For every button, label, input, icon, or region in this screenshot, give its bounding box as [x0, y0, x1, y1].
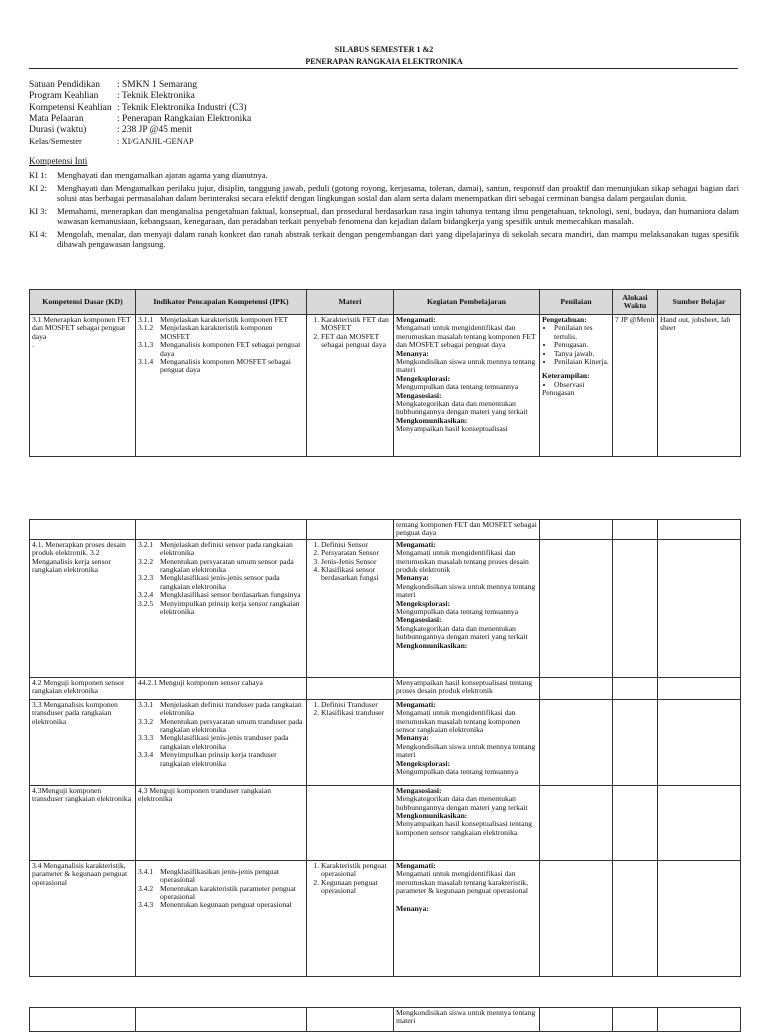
- activity-text: Mengumpulkan data tentang temuannya: [396, 767, 519, 777]
- info-value: : Teknik Elektronika Industri (C3): [117, 102, 247, 113]
- table-row: [30, 699, 741, 785]
- ki-item: [29, 183, 739, 204]
- ki-code: KI 2:: [29, 182, 47, 193]
- document-title: SILABUS SEMESTER 1 &2: [334, 45, 434, 54]
- ipk-text: Menjelaskan karakteristik komponen MOSFET: [160, 323, 273, 341]
- ipk-text: Menganalisis komponen FET sebagai penguat daya: [160, 340, 301, 358]
- kegiatan-cell: tentang komponen FET dan MOSFET sebagai penguat daya: [394, 520, 540, 540]
- ipk-text: Menentukan persyaratan umum sensor pada rangkaian elektronika: [160, 556, 294, 575]
- ipk-text: Menentukan karakteristik parameter penguat operasional: [160, 883, 296, 902]
- activity-heading: Mengamati:: [396, 315, 436, 324]
- document-subtitle: PENERAPAN RANGKAIA ELEKTRONIKA: [305, 57, 463, 66]
- penilaian-cell: [540, 520, 613, 540]
- penilaian-cell: [540, 677, 613, 699]
- info-value: : 238 JP @45 menit: [117, 125, 192, 136]
- ipk-number: 3.3.2: [138, 716, 154, 726]
- activity-text: Mengamati untuk mengidentifikasi dan merumuskan masalah tentang komponen sensor rangkaian elektronika: [396, 708, 521, 735]
- materi-cell: [307, 1008, 394, 1032]
- ipk-item: [138, 574, 304, 591]
- info-label: Durasi (waktu): [29, 125, 87, 136]
- penilaian-cell: [540, 315, 613, 457]
- assessment-item: • Penugasan.: [554, 341, 610, 349]
- materi-cell: [307, 539, 394, 677]
- ipk-number: 3.4.2: [138, 883, 154, 893]
- activity-text: Menyampaikan hasil konseptualisasi: [396, 424, 508, 434]
- table-row: [30, 1008, 741, 1032]
- alokasi-cell: 7 JP @Menit: [613, 315, 658, 457]
- alokasi-cell: [613, 785, 658, 860]
- ipk-text: Mengklasifikasi jenis-jenis tranduser pada rangkaian elektronika: [160, 733, 289, 751]
- sumber-cell: [658, 785, 741, 860]
- table-row: [30, 785, 741, 860]
- ipk-number: 3.3.3: [138, 733, 154, 743]
- materi-item: 1. Definisi Sensor: [321, 541, 391, 549]
- ipk-item: [138, 868, 304, 885]
- syllabus-table-next-page: [29, 1007, 741, 1032]
- assessment-item: Penugasan: [542, 388, 575, 398]
- kd-cell: [30, 520, 136, 540]
- activity-text: Mengamati untuk mengidentifikasi dan merumuskan masalah tentang proses desain produk elektronik: [396, 548, 529, 575]
- activity-heading: Menanya:: [396, 573, 429, 583]
- activity-heading: Mengasosiasi:: [396, 785, 442, 795]
- kd-cell: 3.4 Menganalisis karakteristik, parameter & kegunaan penguat operasional: [30, 860, 136, 976]
- penilaian-cell: [540, 699, 613, 785]
- ipk-number: 3.1.1: [138, 315, 154, 324]
- materi-item: 2. FET dan MOSFET sebagai penguat daya: [321, 333, 391, 350]
- assessment-item: • Penilaian Kinerja.: [554, 358, 610, 366]
- info-row: [29, 114, 251, 125]
- activity-text: Mengamati untuk mengidentifikasi dan merumuskan masalah tentang komponen FET dan MOSFET sebagai penguat daya: [396, 323, 536, 350]
- ipk-cell: [136, 699, 307, 785]
- activity-heading: Mengeksplorasi:: [396, 598, 450, 608]
- materi-list: [309, 541, 391, 583]
- ipk-number: 3.1.3: [138, 340, 154, 350]
- activity-heading: Mengkomunikasikan:: [396, 640, 468, 650]
- activity-text: Mengkondisikan siswa untuk mennya tentang materi: [396, 741, 536, 760]
- ipk-number: 3.2.4: [138, 590, 154, 600]
- ipk-number: 3.1.4: [138, 357, 154, 367]
- ipk-item: [138, 701, 304, 718]
- materi-item: 4. Klasifikasi sensor berdasarkan fungsi: [321, 566, 391, 583]
- ipk-number: 3.3.1: [138, 699, 154, 709]
- info-label: Kelas/Semester: [29, 136, 82, 147]
- ipk-number: 3.4.3: [138, 900, 154, 910]
- materi-cell: [307, 315, 394, 457]
- ipk-number: 3.3.4: [138, 750, 154, 760]
- materi-item: 3. Jenis-Jenis Sensor: [321, 558, 391, 566]
- ipk-text: Mengklasifikasi sensor berdasarkan fungsinya: [160, 590, 301, 600]
- ipk-item: [138, 751, 304, 768]
- ki-list: [29, 170, 739, 252]
- ipk-item: [138, 358, 304, 375]
- ipk-cell: 44.2.1 Menguji komponen sensor cahaya: [136, 677, 307, 699]
- column-header: Kegiatan Pembelajaran: [394, 290, 540, 315]
- ipk-number: 3.2.1: [138, 539, 154, 549]
- ki-text: Menghayati dan Mengamalkan perilaku jujur, disiplin, tanggung jawab, peduli (gotong royong, kerjasama, toleran, damai), santun, responsif dan proaktif dan menunjukan sikap sebagai bagian dari solusi atas berbagai permasalahan dalam berinteraksi secara efektif dengan lingkungan sosial dan alam serta dalam menempatkan diri sebagai cerminan bangsa dalam pergaulan dunia.: [57, 182, 739, 203]
- kegiatan-cell: [394, 785, 540, 860]
- ipk-text: Menyimpulkan prinsip kerja tranduser rangkaian elektronika: [160, 750, 277, 768]
- materi-cell: [307, 677, 394, 699]
- ipk-item: [138, 558, 304, 575]
- activity-text: Mengkondisikan siswa untuk mennya tentang materi: [396, 581, 536, 600]
- sumber-cell: [658, 699, 741, 785]
- penilaian-cell: [540, 1008, 613, 1032]
- sumber-cell: Hand out, jobsheet, lab sheet: [658, 315, 741, 457]
- assessment-heading: Keterampilan:: [542, 371, 590, 381]
- table-row: [30, 315, 741, 457]
- kd-cell: [30, 315, 136, 457]
- info-row: [29, 103, 251, 114]
- info-row: [29, 136, 251, 147]
- activity-heading: Mengeksplorasi:: [396, 373, 450, 383]
- activity-heading: Mengasosiasi:: [396, 390, 442, 400]
- materi-list: [309, 862, 391, 896]
- info-value: : Teknik Elektronika: [117, 91, 195, 102]
- ki-item: [29, 170, 739, 181]
- column-header: Indikator Pencapaian Kompetensi (IPK): [136, 290, 307, 315]
- ipk-text: Menjelaskan karakteristik komponen FET: [160, 315, 289, 324]
- alokasi-cell: [613, 677, 658, 699]
- ipk-item: [138, 341, 304, 358]
- activity-heading: Mengkomunikasikan:: [396, 415, 468, 425]
- kd-cell: 4.1. Menerapkan proses desain produk elektronik. 3.2 Menganalisis kerja sensor rangkaian elektronika: [30, 539, 136, 677]
- ipk-text: Mengklasifikasikan jenis-jenis penguat operasional: [160, 866, 279, 885]
- materi-cell: [307, 860, 394, 976]
- ipk-text: Menentukan kegunaan penguat operasional: [160, 900, 292, 910]
- column-header: Penilaian: [540, 290, 613, 315]
- ipk-number: 3.4.1: [138, 866, 154, 876]
- kegiatan-cell: Menyampaikan hasil konseptualisasi tentang proses desain produk elektronik: [394, 677, 540, 699]
- assessment-heading: Pengetahuan:: [542, 315, 587, 324]
- assessment-item: • Penilaian tes tertulis.: [554, 324, 610, 341]
- ipk-number: 3.2.3: [138, 573, 154, 583]
- identity-block: [29, 80, 251, 148]
- kd-cell: [30, 1008, 136, 1032]
- alokasi-cell: [613, 1008, 658, 1032]
- ki-heading: Kompetensi Inti: [29, 156, 88, 166]
- table-row: [30, 677, 741, 699]
- activity-text: Mengamati untuk mengidentifikasi dan merumuskan masalah tentang karakteristik, parameter & kegunaan penguat operasional: [396, 869, 529, 896]
- kegiatan-cell: [394, 699, 540, 785]
- ki-item: [29, 206, 739, 227]
- penilaian-cell: [540, 860, 613, 976]
- column-header: Sumber Belajar: [658, 290, 741, 315]
- activity-heading: Menanya:: [396, 904, 429, 914]
- assessment-item: • Observasi: [554, 381, 610, 389]
- ipk-text: Menjelaskan definisi tranduser pada rangkaian elektronika: [160, 699, 302, 718]
- column-header: Materi: [307, 290, 394, 315]
- ipk-cell: [136, 860, 307, 976]
- ipk-text: Menyimpulkan prinsip kerja sensor rangkaian elektronika: [160, 598, 300, 617]
- ki-code: KI 3:: [29, 205, 47, 216]
- ki-code: KI 4:: [29, 228, 47, 239]
- column-header: Kompetensi Dasar (KD): [30, 290, 136, 315]
- info-label: Mata Pelaaran: [29, 113, 84, 124]
- ki-code: KI 1:: [29, 170, 47, 180]
- sumber-cell: [658, 520, 741, 540]
- activity-text: Mengumpulkan data tentang temuannya: [396, 382, 519, 392]
- ipk-cell: 4.3 Menguji komponen tranduser rangkaian elektronika: [136, 785, 307, 860]
- alokasi-cell: [613, 860, 658, 976]
- kd-cell: 3.3 Menganalisis komponen transduser pada rangkaian elektronika: [30, 699, 136, 785]
- activity-text: Mengumpulkan data tentang temuannya: [396, 607, 519, 617]
- alokasi-cell: [613, 539, 658, 677]
- alokasi-cell: [613, 520, 658, 540]
- assessment-item: • Tanya jawab.: [554, 350, 610, 358]
- materi-item: 2. Klasifikasi tranduser: [321, 709, 391, 717]
- ki-text: Mengolah, menalar, dan menyaji dalam ranah konkret dan ranah abstrak terkait dengan pengembangan dari yang dipelajarinya di sekolah secara mandiri, dan mampu melaksanakan tugas spesifik dibawah pengawasan langsung.: [57, 228, 739, 249]
- sumber-cell: [658, 860, 741, 976]
- sumber-cell: [658, 677, 741, 699]
- ipk-item: [138, 901, 304, 909]
- info-label: Program Keahlian: [29, 91, 99, 102]
- materi-list: [309, 316, 391, 350]
- ipk-cell: [136, 315, 307, 457]
- kd-cell: 4.3Menguji komponen transduser rangkaian elektronika: [30, 785, 136, 860]
- materi-cell: [307, 699, 394, 785]
- activity-heading: Mengamati:: [396, 539, 436, 549]
- penilaian-cell: [540, 539, 613, 677]
- ipk-item: [138, 734, 304, 751]
- ipk-cell: [136, 539, 307, 677]
- kegiatan-cell: [394, 860, 540, 976]
- syllabus-table-continued: [29, 519, 741, 977]
- ipk-cell: [136, 1008, 307, 1032]
- materi-item: 1. Karakteristik penguat operasional: [321, 862, 391, 879]
- kd-cell: 4.2 Menguji komponen sensor rangkaian elektronika: [30, 677, 136, 699]
- ki-text: Menghayati dan mengamalkan ajaran agama yang dianutnya.: [57, 170, 268, 180]
- ipk-number: 3.1.2: [138, 323, 154, 333]
- kegiatan-cell: Mengkondisikan siswa untuk mennya tentang materi: [394, 1008, 540, 1032]
- info-value: : SMKN 1 Semarang: [117, 80, 197, 90]
- activity-heading: Mengeksplorasi:: [396, 758, 450, 768]
- materi-item: 2. Kegunaan penguat operasional: [321, 879, 391, 896]
- ipk-text: Menentukan persyaratan umum tranduser pada rangkaian elektronika: [160, 716, 303, 735]
- title-divider: [29, 68, 738, 69]
- materi-item: 1. Karakteristik FET dan MOSFET: [321, 316, 391, 333]
- info-value: : XI/GANJIL-GENAP: [117, 136, 194, 147]
- activity-heading: Mengkomunikasikan:: [396, 811, 468, 821]
- ki-item: [29, 229, 739, 250]
- kegiatan-cell: [394, 539, 540, 677]
- ipk-text: Menjelaskan definisi sensor pada rangkaian elektronika: [160, 539, 293, 558]
- info-label: Kompetensi Keahlian: [29, 102, 112, 113]
- activity-heading: Menanya:: [396, 348, 429, 358]
- sumber-cell: [658, 1008, 741, 1032]
- materi-list: [309, 701, 391, 718]
- column-header: Alokasi Waktu: [613, 290, 658, 315]
- assessment-list: [542, 324, 610, 366]
- activity-heading: Menanya:: [396, 733, 429, 743]
- activity-text: Mengkondisikan siswa untuk mennya tentang materi: [396, 357, 536, 375]
- kegiatan-cell: [394, 315, 540, 457]
- info-row: [29, 91, 251, 102]
- kd-dot: .: [32, 340, 34, 350]
- table-row: [30, 520, 741, 540]
- activity-heading: Mengamati:: [396, 699, 436, 709]
- materi-item: 2. Persyaratan Sensor: [321, 549, 391, 557]
- materi-cell: [307, 785, 394, 860]
- activity-text: Mengkategorikan data dan menentukan hubbunngannya dengan materi yang terkait: [396, 399, 528, 417]
- activity-heading: Mengamati:: [396, 860, 436, 870]
- table-row: [30, 860, 741, 976]
- table-header-row: [30, 290, 741, 315]
- activity-text: Menyampaikan hasil konseptualisasi tentang komponen sensor rangkaian elektronika: [396, 819, 533, 837]
- kd-text: 3.1 Menerapkan komponen FET dan MOSFET sebagai penguat daya: [32, 315, 131, 341]
- ipk-number: 3.2.2: [138, 556, 154, 566]
- info-row: [29, 125, 251, 136]
- info-label: Satuan Pendidikan: [29, 80, 100, 90]
- ipk-cell: [136, 520, 307, 540]
- materi-item: 1. Definisi Tranduser: [321, 701, 391, 709]
- table-row: [30, 539, 741, 677]
- penilaian-cell: [540, 785, 613, 860]
- sumber-cell: [658, 539, 741, 677]
- ipk-text: Menganalisis komponen MOSFET sebagai penguat daya: [160, 357, 291, 375]
- activity-text: Mengkategorikan data dan menentukan hubbunngannya dengan materi yang terkait: [396, 623, 528, 642]
- ipk-text: Mengklasifikasi jenis-jenis sensor pada rangkaian elektronika: [160, 573, 280, 591]
- syllabus-table: [29, 289, 741, 457]
- ipk-item: [138, 718, 304, 735]
- ipk-number: 3.2.5: [138, 598, 154, 608]
- materi-cell: [307, 520, 394, 540]
- ipk-item: [138, 885, 304, 902]
- ki-text: Memahami, menerapkan dan menganalisa pengetahuan faktual, konseptual, dan prosedural berdasarkan rasa ingin tahunya tentang ilmu pengetahuan, teknologi, seni, budaya, dan humaniora dalam wawasan kemanusiaan, kebangsaan, kenegaraan, dan peradaban terkait penyebab fenomena dan kejadian dalam bidangkerja yang spesifik untuk memecahkan masalah.: [57, 205, 739, 226]
- info-value: : Penerapan Rangkaian Elektronika: [117, 113, 252, 124]
- activity-text: Mengkategorikan data dan menentukan hubbunngannya dengan materi yang terkait: [396, 794, 528, 812]
- ipk-item: [138, 541, 304, 558]
- ipk-item: [138, 600, 304, 617]
- alokasi-cell: [613, 699, 658, 785]
- ipk-item: [138, 324, 304, 341]
- info-row: [29, 80, 251, 91]
- activity-heading: Mengasosiasi:: [396, 615, 442, 625]
